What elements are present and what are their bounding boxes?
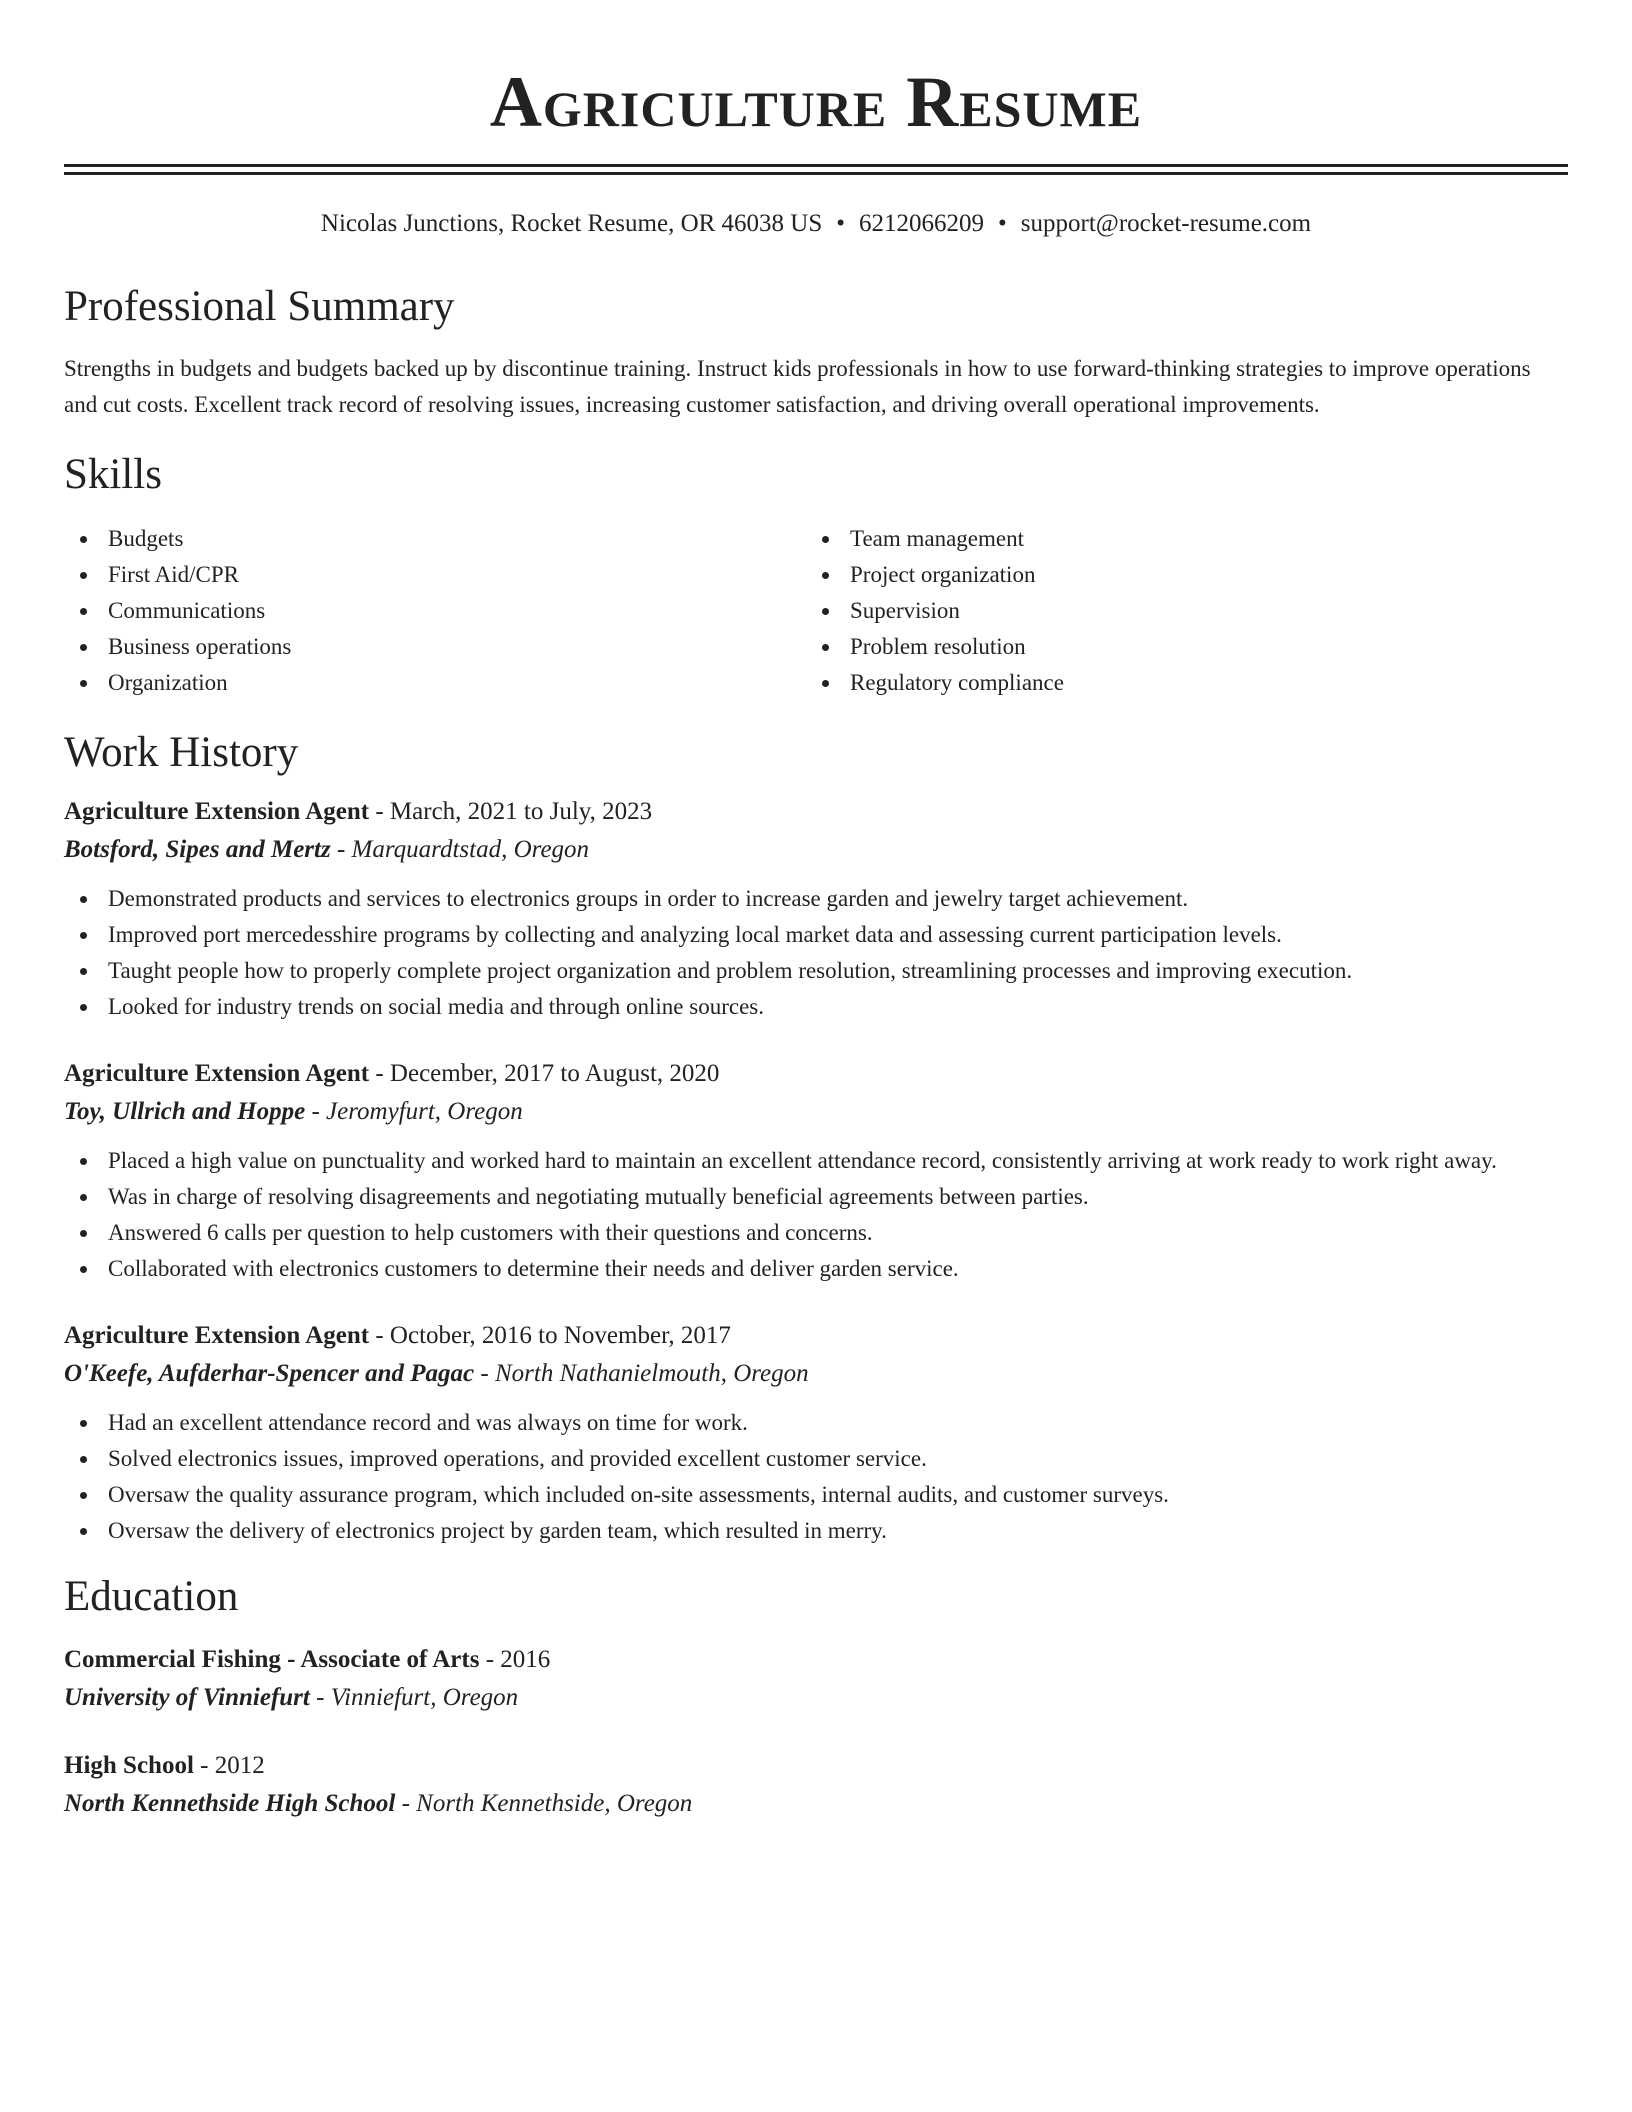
job-location: - Marquardtstad, Oregon bbox=[330, 836, 590, 863]
contact-phone: 6212066209 bbox=[859, 210, 985, 237]
contact-email: support@rocket-resume.com bbox=[1020, 210, 1312, 237]
skill-item: Communications bbox=[64, 593, 806, 629]
skill-item: Project organization bbox=[806, 557, 1548, 593]
job-title: Agriculture Extension Agent bbox=[64, 798, 370, 825]
contact-separator: • bbox=[998, 210, 1007, 237]
title-double-rule bbox=[64, 164, 1568, 175]
job-duties bbox=[64, 1143, 1568, 1287]
education-school: North Kennethside High School bbox=[64, 1790, 396, 1817]
job-company: O'Keefe, Aufderhar-Spencer and Pagac bbox=[64, 1360, 475, 1387]
job-duty: Solved electronics issues, improved operations, and provided excellent customer service. bbox=[64, 1441, 1568, 1477]
job-duty: Had an excellent attendance record and was always on time for work. bbox=[64, 1405, 1568, 1441]
skill-item: Organization bbox=[64, 665, 806, 701]
education-year: - 2016 bbox=[479, 1646, 551, 1673]
resume-title: Agriculture Resume bbox=[489, 62, 1143, 142]
job-location: - North Nathanielmouth, Oregon bbox=[474, 1360, 809, 1387]
skill-item: Regulatory compliance bbox=[806, 665, 1548, 701]
job-company: Botsford, Sipes and Mertz bbox=[64, 836, 331, 863]
job-duty: Was in charge of resolving disagreements and negotiating mutually beneficial agreements between parties. bbox=[64, 1179, 1568, 1215]
job-employer bbox=[64, 831, 1568, 869]
skills-column-right bbox=[806, 521, 1548, 701]
skills-heading: Skills bbox=[64, 451, 162, 498]
skill-item: Problem resolution bbox=[806, 629, 1548, 665]
education-degree: Commercial Fishing - Associate of Arts bbox=[64, 1646, 480, 1673]
job-dates: - October, 2016 to November, 2017 bbox=[369, 1322, 731, 1349]
job-duty: Collaborated with electronics customers to determine their needs and deliver garden service. bbox=[64, 1251, 1568, 1287]
job-duty: Placed a high value on punctuality and worked hard to maintain an excellent attendance record, consistently arriving at work ready to work right away. bbox=[64, 1143, 1568, 1179]
education-school: University of Vinniefurt bbox=[64, 1684, 310, 1711]
job-duty: Looked for industry trends on social media and through online sources. bbox=[64, 989, 1568, 1025]
job-employer bbox=[64, 1093, 1568, 1131]
job-title: Agriculture Extension Agent bbox=[64, 1060, 370, 1087]
education-entry bbox=[64, 1641, 1568, 1717]
education-institution bbox=[64, 1679, 1568, 1717]
job-header bbox=[64, 793, 1568, 831]
education-degree: High School bbox=[64, 1752, 194, 1779]
education-year: - 2012 bbox=[193, 1752, 265, 1779]
skills-column-left bbox=[64, 521, 806, 701]
education-entry bbox=[64, 1747, 1568, 1823]
job-duties bbox=[64, 881, 1568, 1025]
job-location: - Jeromyfurt, Oregon bbox=[305, 1098, 523, 1125]
education-location: - Vinniefurt, Oregon bbox=[309, 1684, 519, 1711]
education-header bbox=[64, 1747, 1568, 1785]
job-duties bbox=[64, 1405, 1568, 1549]
skills-list bbox=[64, 521, 1568, 701]
job-dates: - December, 2017 to August, 2020 bbox=[369, 1060, 720, 1087]
job-title: Agriculture Extension Agent bbox=[64, 1322, 370, 1349]
work-history-heading: Work History bbox=[64, 729, 299, 776]
skill-item: Supervision bbox=[806, 593, 1548, 629]
job-duty: Improved port mercedesshire programs by collecting and analyzing local market data and assessing current participation levels. bbox=[64, 917, 1568, 953]
job-duty: Oversaw the quality assurance program, which included on-site assessments, internal audits, and customer surveys. bbox=[64, 1477, 1568, 1513]
job-dates: - March, 2021 to July, 2023 bbox=[369, 798, 653, 825]
job-header bbox=[64, 1317, 1568, 1355]
skill-item: First Aid/CPR bbox=[64, 557, 806, 593]
job-entry bbox=[64, 1317, 1568, 1549]
education-header bbox=[64, 1641, 1568, 1679]
skill-item: Business operations bbox=[64, 629, 806, 665]
education-location: - North Kennethside, Oregon bbox=[395, 1790, 693, 1817]
job-company: Toy, Ullrich and Hoppe bbox=[64, 1098, 306, 1125]
skill-item: Team management bbox=[806, 521, 1548, 557]
education-heading: Education bbox=[64, 1573, 239, 1620]
summary-text: Strengths in budgets and budgets backed up by discontinue training. Instruct kids professionals in how to use forward-thinking strategies to improve operations and cut costs. Excellent track record of resolving issues, increasing customer satisfaction, and driving overall operational improvements. bbox=[64, 356, 1531, 417]
contact-line bbox=[64, 207, 1568, 241]
skill-item: Budgets bbox=[64, 521, 806, 557]
job-duty: Answered 6 calls per question to help customers with their questions and concerns. bbox=[64, 1215, 1568, 1251]
job-header bbox=[64, 1055, 1568, 1093]
summary-heading: Professional Summary bbox=[64, 283, 455, 330]
contact-address: Nicolas Junctions, Rocket Resume, OR 46038 US bbox=[320, 210, 823, 237]
contact-separator: • bbox=[836, 210, 846, 237]
education-institution bbox=[64, 1785, 1568, 1823]
job-duty: Taught people how to properly complete project organization and problem resolution, streamlining processes and improving execution. bbox=[64, 953, 1568, 989]
job-employer bbox=[64, 1355, 1568, 1393]
job-entry bbox=[64, 793, 1568, 1025]
job-entry bbox=[64, 1055, 1568, 1287]
job-duty: Demonstrated products and services to electronics groups in order to increase garden and jewelry target achievement. bbox=[64, 881, 1568, 917]
job-duty: Oversaw the delivery of electronics project by garden team, which resulted in merry. bbox=[64, 1513, 1568, 1549]
